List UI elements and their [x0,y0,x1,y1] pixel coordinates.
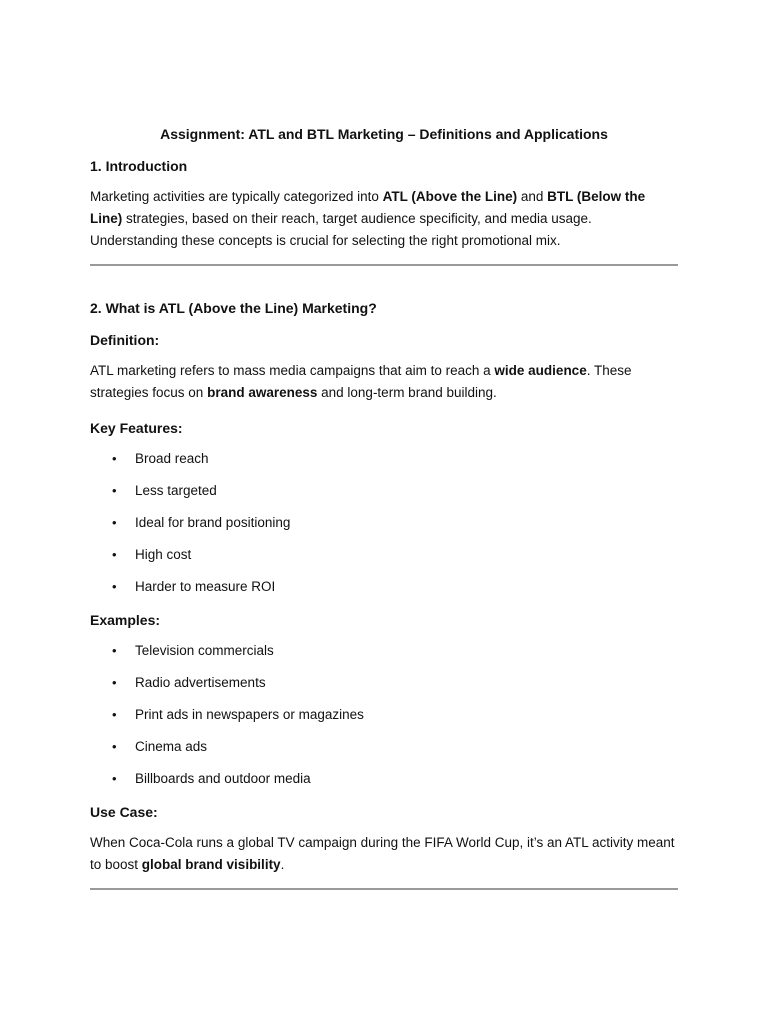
key-features-heading: Key Features: [90,420,183,436]
text-run: strategies, based on their reach, target audience specificity, and media usage. Understanding these concepts is crucial for selecting the right promotional mix. [90,211,592,248]
text-run: and [517,189,548,204]
document-title: Assignment: ATL and BTL Marketing – Definitions and Applications [160,126,608,142]
list-item: • Ideal for brand positioning [90,512,678,534]
key-features-list [90,448,678,598]
definition-paragraph [90,360,678,404]
use-case-heading: Use Case: [90,804,158,820]
text-run: ATL marketing refers to mass media campaigns that aim to reach a [90,363,495,378]
section-heading-atl: 2. What is ATL (Above the Line) Marketing? [90,300,377,316]
document-page [90,122,678,890]
list-item: • High cost [90,544,678,566]
bold-text-wide-audience: wide audience [494,363,587,378]
bold-text-brand-awareness: brand awareness [207,385,318,400]
horizontal-divider [90,888,678,890]
bold-text-atl: ATL (Above the Line) [382,189,518,204]
text-run: . These strategies focus on [90,363,632,400]
examples-list [90,640,678,790]
list-item: • Billboards and outdoor media [90,768,678,790]
list-item: • Print ads in newspapers or magazines [90,704,678,726]
text-run: Marketing activities are typically categorized into [90,189,383,204]
list-item: • Cinema ads [90,736,678,758]
horizontal-divider [90,264,678,266]
definition-heading: Definition: [90,332,160,348]
text-run: When Coca-Cola runs a global TV campaign during the FIFA World Cup, it’s an ATL activity meant to boost [90,835,675,872]
section-heading-introduction: 1. Introduction [90,158,188,174]
introduction-paragraph [90,186,678,252]
list-item: • Harder to measure ROI [90,576,678,598]
list-item: • Radio advertisements [90,672,678,694]
list-item: • Less targeted [90,480,678,502]
examples-heading: Examples: [90,612,161,628]
text-run: and long-term brand building. [317,385,497,400]
list-item: • Television commercials [90,640,678,662]
use-case-paragraph [90,832,678,876]
list-item: • Broad reach [90,448,678,470]
text-run: . [280,857,285,872]
bold-text-global-brand-visibility: global brand visibility [141,857,281,872]
bold-text-btl: BTL (Below the Line) [90,189,646,226]
